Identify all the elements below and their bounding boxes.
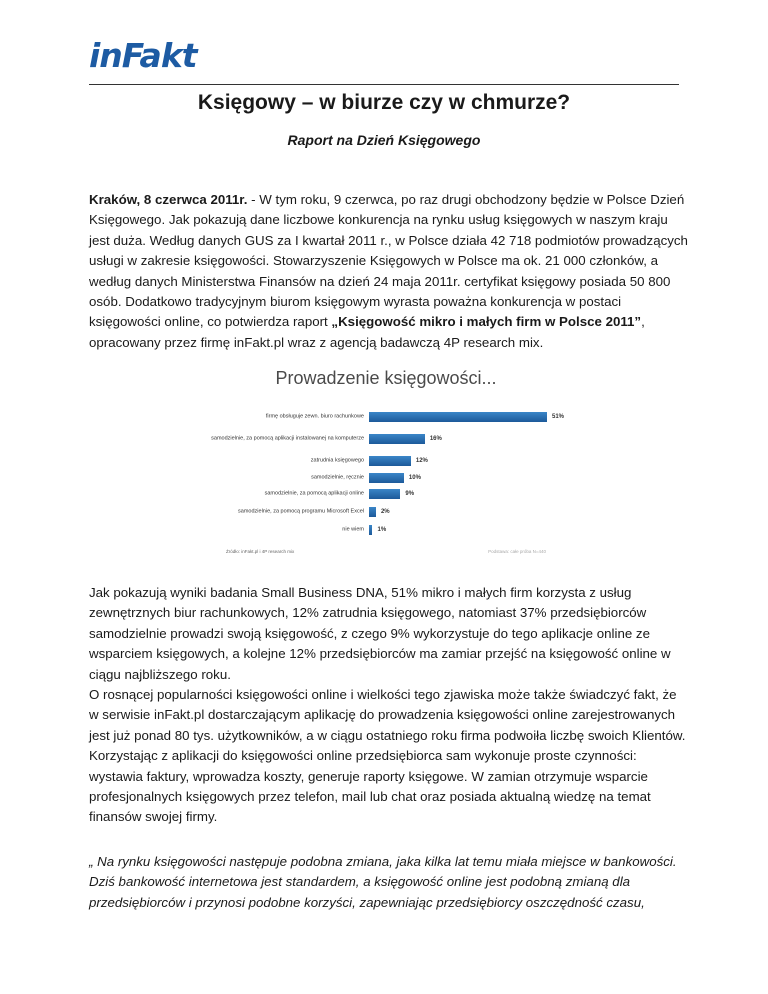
- document-subtitle: Raport na Dzień Księgowego: [287, 132, 481, 148]
- paragraph-popularity: [89, 685, 689, 828]
- report-name: „Księgowość mikro i małych firm w Polsce 2011”: [331, 314, 642, 330]
- intro-text-b: , opracowany przez firmę inFakt.pl wraz z agencją badawczą 4P research mix.: [89, 314, 645, 350]
- paragraph-survey-results: Jak pokazują wyniki badania Small Business DNA, 51% mikro i małych firm korzysta z usług zewnętrznych biur rachunkowych, 12% zatrudnia księgowego, natomiast 37% przedsiębiorców samodzielnie prowadzi swoją księgowość, z czego 9% wykorzystuje do tego aplikacje online ze wsparciem księgowych, a kolejne 12% przedsiębiorców ma zamiar przejść na księgowość online w ciągu najbliższego roku.: [89, 585, 671, 682]
- chart-value-label: 9%: [405, 491, 415, 497]
- chart-base-note: Podstawa: całe próba N=440: [488, 549, 546, 554]
- chart-title: Prowadzenie księgowości...: [275, 368, 497, 388]
- document-title: Księgowy – w biurze czy w chmurze?: [197, 91, 571, 114]
- paragraph-intro: [89, 190, 689, 353]
- intro-text-a: - W tym roku, 9 czerwca, po raz drugi obchodzony będzie w Polsce Dzień Księgowego. Jak pokazują dane liczbowe konkurencja na rynku usług księgowych w naszym kraju jest duża. Według danych GUS za I kwartał 2011 r., w Polsce działa 42 718 podmiotów prowadzących usługi w zakresie księgowości. Stowarzyszenie Księgowych w Polsce ma ok. 21 000 członków, a według danych Ministerstwa Finansów na dzień 24 maja 2011r. certyfikat księgowy posiada 50 800 osób. Dodatkowo tradycyjnym biurom księgowym wyrasta poważna konkurencja w postaci księgowości online, co potwierdza raport: [89, 192, 688, 330]
- chart-bar: [369, 434, 425, 444]
- chart-value-label: 10%: [408, 475, 421, 481]
- chart-row: [226, 520, 546, 540]
- chart-value-label: 1%: [377, 527, 387, 533]
- chart-bar: [369, 525, 372, 535]
- chart-category-label: samodzielnie, za pomocą programu Microsoft Excel: [238, 508, 364, 515]
- paragraph-quote: „ Na rynku księgowości następuje podobna zmiana, jaka kilka lat temu miała miejsce w bankowości. Dziś bankowość internetowa jest standardem, a księgowość online jest podobną zmianą dla przedsiębiorców i przynosi podobne korzyści, zapewniając przedsiębiorcy oszczędność czasu,: [89, 854, 677, 910]
- header-divider: [89, 84, 679, 85]
- chart-row: [226, 407, 565, 427]
- chart-category-label: samodzielnie, za pomocą aplikacji instalowanej na komputerze: [211, 435, 364, 442]
- chart-value-label: 2%: [380, 509, 390, 515]
- infakt-logo: inFakt: [89, 36, 197, 75]
- chart-bar: [369, 507, 376, 517]
- chart-row: [211, 429, 546, 449]
- chart-bar: [369, 473, 404, 483]
- chart-bar: [369, 489, 400, 499]
- chart-category-label: nie wiem: [342, 526, 364, 533]
- chart-row: [226, 502, 546, 522]
- chart-value-label: 16%: [429, 436, 442, 442]
- chart-bar: [369, 412, 547, 422]
- chart-bar: [369, 456, 411, 466]
- chart-category-label: firmę obsługuje zewn. biuro rachunkowe: [265, 413, 364, 420]
- bookkeeping-chart: [211, 366, 565, 560]
- chart-row: [226, 484, 546, 504]
- chart-category-label: samodzielnie, za pomocą aplikacji online: [264, 490, 364, 497]
- paragraph-popularity-b: Korzystając z aplikacji do księgowości online przedsiębiorca sam wykonuje proste czynności: wystawia faktury, wprowadza koszty, generuje raporty księgowe. W zamian otrzymuje wsparcie profesjonalnych księgowych przez telefon, mail lub chat oraz posiada aktualną wiedzę na temat finansów swojej firmy.: [89, 748, 651, 825]
- chart-value-label: 51%: [552, 414, 565, 420]
- chart-source: Źródło: inFakt.pl i 4P research mix: [226, 549, 295, 554]
- chart-value-label: 12%: [415, 458, 428, 464]
- paragraph-popularity-a: O rosnącej popularności księgowości online i wielkości tego zjawiska może także świadczyć fakt, że w serwisie inFakt.pl dostarczającym aplikację do prowadzenia księgowości online zarejestrowanych jest już ponad 80 tys. użytkowników, a w ciągu ostatniego roku firma podwoiła liczbę swoich Klientów.: [89, 687, 686, 743]
- dateline: Kraków, 8 czerwca 2011r.: [89, 192, 248, 207]
- chart-category-label: zatrudnia księgowego: [310, 457, 364, 464]
- chart-category-label: samodzielnie, ręcznie: [311, 474, 364, 481]
